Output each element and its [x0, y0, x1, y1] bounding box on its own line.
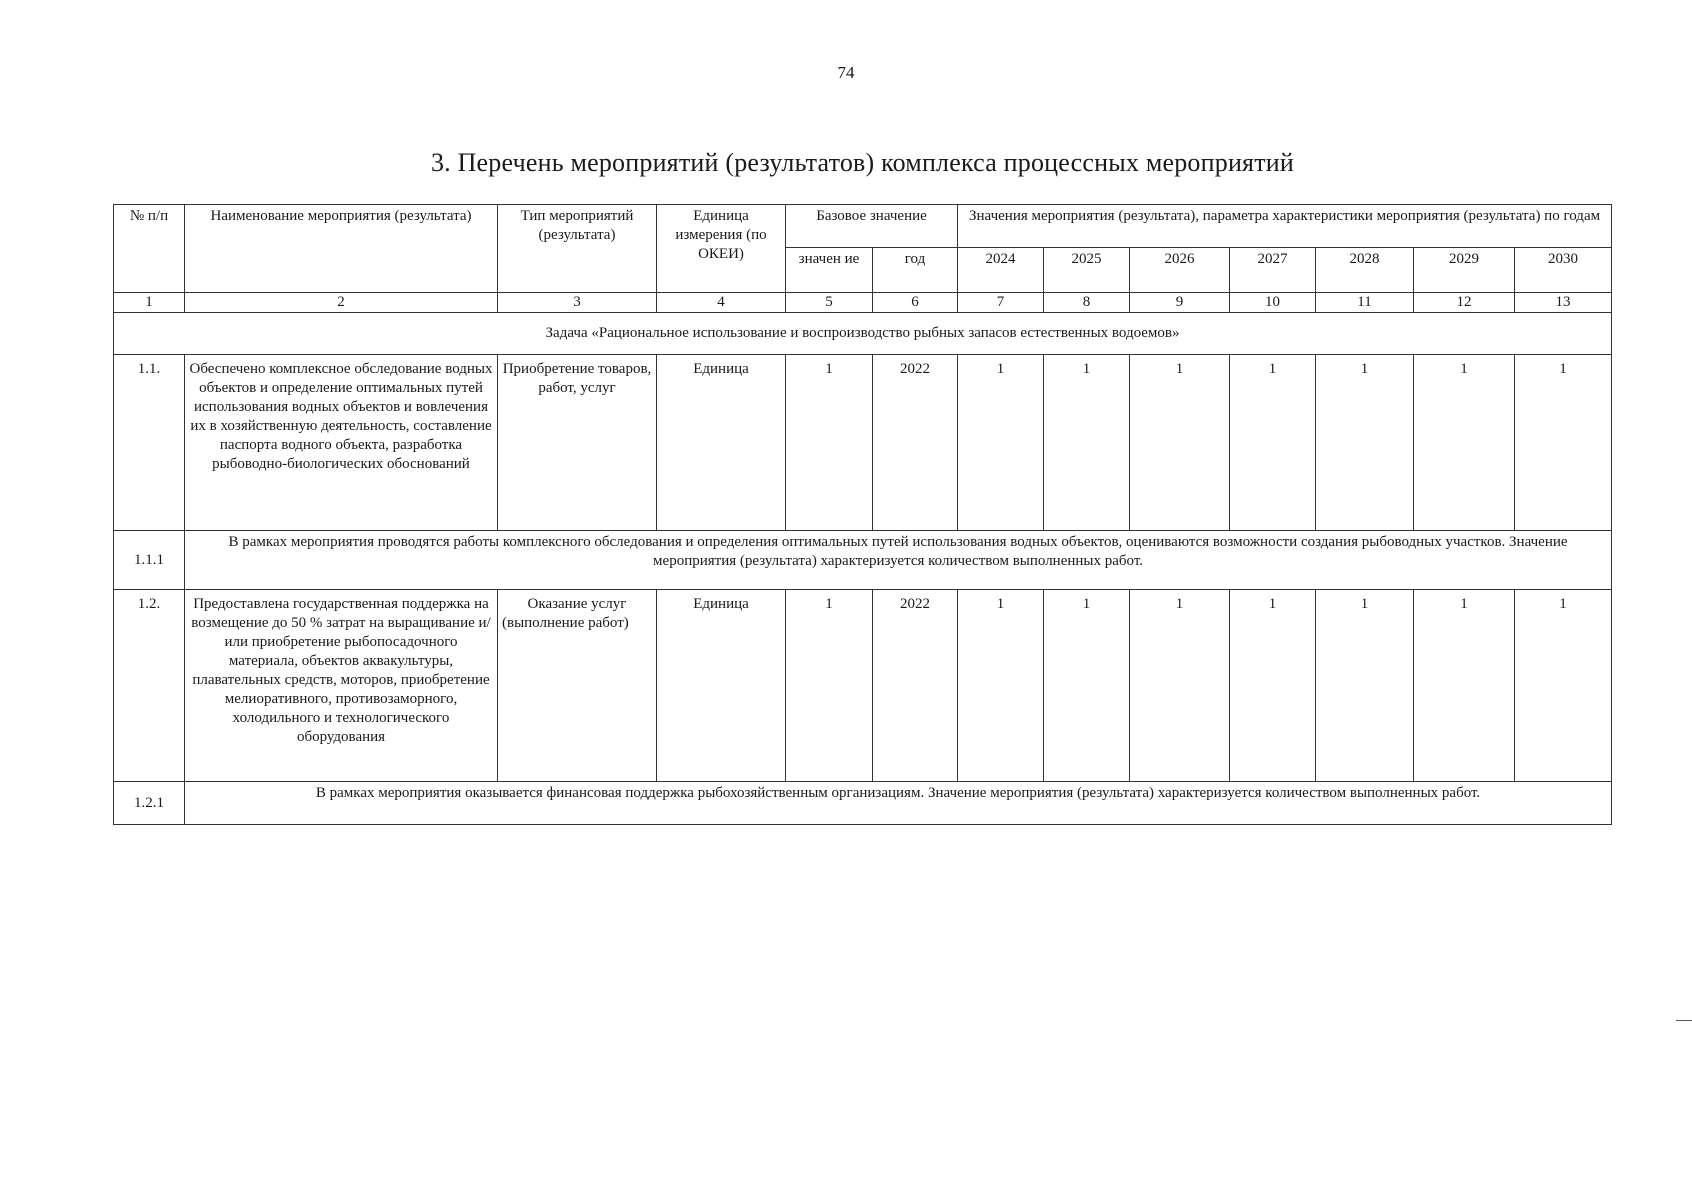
row-value: 1 [958, 590, 1044, 782]
header-year: 2030 [1515, 248, 1612, 293]
column-number: 10 [1230, 293, 1316, 313]
row-value: 1 [1316, 355, 1414, 531]
task-row [114, 313, 1612, 355]
row-unit: Единица [657, 355, 786, 531]
table-row [114, 355, 1612, 531]
header-base: Базовое значение [786, 205, 958, 248]
column-number: 7 [958, 293, 1044, 313]
page-number: 74 [837, 63, 855, 82]
row-value: 1 [1316, 590, 1414, 782]
header-values-group: Значения мероприятия (результата), параметра характеристики мероприятия (результата) по годам [958, 205, 1612, 248]
header-year: 2028 [1316, 248, 1414, 293]
column-number: 3 [498, 293, 657, 313]
row-value: 1 [1044, 590, 1130, 782]
row-value: 1 [1130, 355, 1230, 531]
description-text: В рамках мероприятия проводятся работы комплексного обследования и определения оптимальных путей использования водных объектов, оцениваются возможности создания рыбоводных участков. Значение мероприятия (результата) характеризуется количеством выполненных работ. [185, 531, 1612, 590]
header-unit: Единица измерения (по ОКЕИ) [657, 205, 786, 293]
row-type: Оказание услуг (выполнение работ) [498, 590, 657, 782]
row-value: 1 [1515, 590, 1612, 782]
table-row [114, 590, 1612, 782]
row-base-year: 2022 [873, 590, 958, 782]
header-row-1 [114, 205, 1612, 248]
row-name: Обеспечено комплексное обследование водных объектов и определение оптимальных путей использования водных объектов и вовлечения их в хозяйственную деятельность, составление паспорта водного объекта, разработка рыбоводно-биологических обоснований [185, 355, 498, 531]
header-year: 2027 [1230, 248, 1316, 293]
margin-mark [1676, 1020, 1692, 1021]
column-number: 5 [786, 293, 873, 313]
column-number-row [114, 293, 1612, 313]
row-name: Предоставлена государственная поддержка на возмещение до 50 % затрат на выращивание и/или приобретение рыбопосадочного материала, объектов аквакультуры, плавательных средств, моторов, приобретение мелиоративного, противозаморного, холодильного и технологического оборудования [185, 590, 498, 782]
column-number: 12 [1414, 293, 1515, 313]
column-number: 1 [114, 293, 185, 313]
row-unit: Единица [657, 590, 786, 782]
header-year: 2025 [1044, 248, 1130, 293]
column-number: 13 [1515, 293, 1612, 313]
header-type: Тип мероприятий (результата) [498, 205, 657, 293]
description-row [114, 531, 1612, 590]
column-number: 11 [1316, 293, 1414, 313]
header-base-value: значен ие [786, 248, 873, 293]
column-number: 9 [1130, 293, 1230, 313]
header-base-year: год [873, 248, 958, 293]
row-value: 1 [1414, 355, 1515, 531]
row-value: 1 [1230, 590, 1316, 782]
description-row [114, 782, 1612, 825]
description-num: 1.1.1 [114, 531, 185, 590]
row-value: 1 [1414, 590, 1515, 782]
header-year: 2024 [958, 248, 1044, 293]
column-number: 2 [185, 293, 498, 313]
column-number: 6 [873, 293, 958, 313]
row-value: 1 [1044, 355, 1130, 531]
row-type: Приобретение товаров, работ, услуг [498, 355, 657, 531]
task-title: Задача «Рациональное использование и воспроизводство рыбных запасов естественных водоемов» [114, 313, 1612, 355]
row-base-value: 1 [786, 590, 873, 782]
row-value: 1 [1515, 355, 1612, 531]
row-num: 1.2. [114, 590, 185, 782]
row-base-year: 2022 [873, 355, 958, 531]
section-title: 3. Перечень мероприятий (результатов) комплекса процессных мероприятий [430, 148, 1295, 177]
row-base-value: 1 [786, 355, 873, 531]
description-text: В рамках мероприятия оказывается финансовая поддержка рыбохозяйственным организациям. Значение мероприятия (результата) характеризуется количеством выполненных работ. [185, 782, 1612, 825]
header-year: 2026 [1130, 248, 1230, 293]
header-name: Наименование мероприятия (результата) [185, 205, 498, 293]
activities-table [113, 204, 1612, 825]
row-num: 1.1. [114, 355, 185, 531]
row-value: 1 [958, 355, 1044, 531]
column-number: 8 [1044, 293, 1130, 313]
row-value: 1 [1230, 355, 1316, 531]
column-number: 4 [657, 293, 786, 313]
header-num: № п/п [114, 205, 185, 293]
row-value: 1 [1130, 590, 1230, 782]
header-year: 2029 [1414, 248, 1515, 293]
description-num: 1.2.1 [114, 782, 185, 825]
